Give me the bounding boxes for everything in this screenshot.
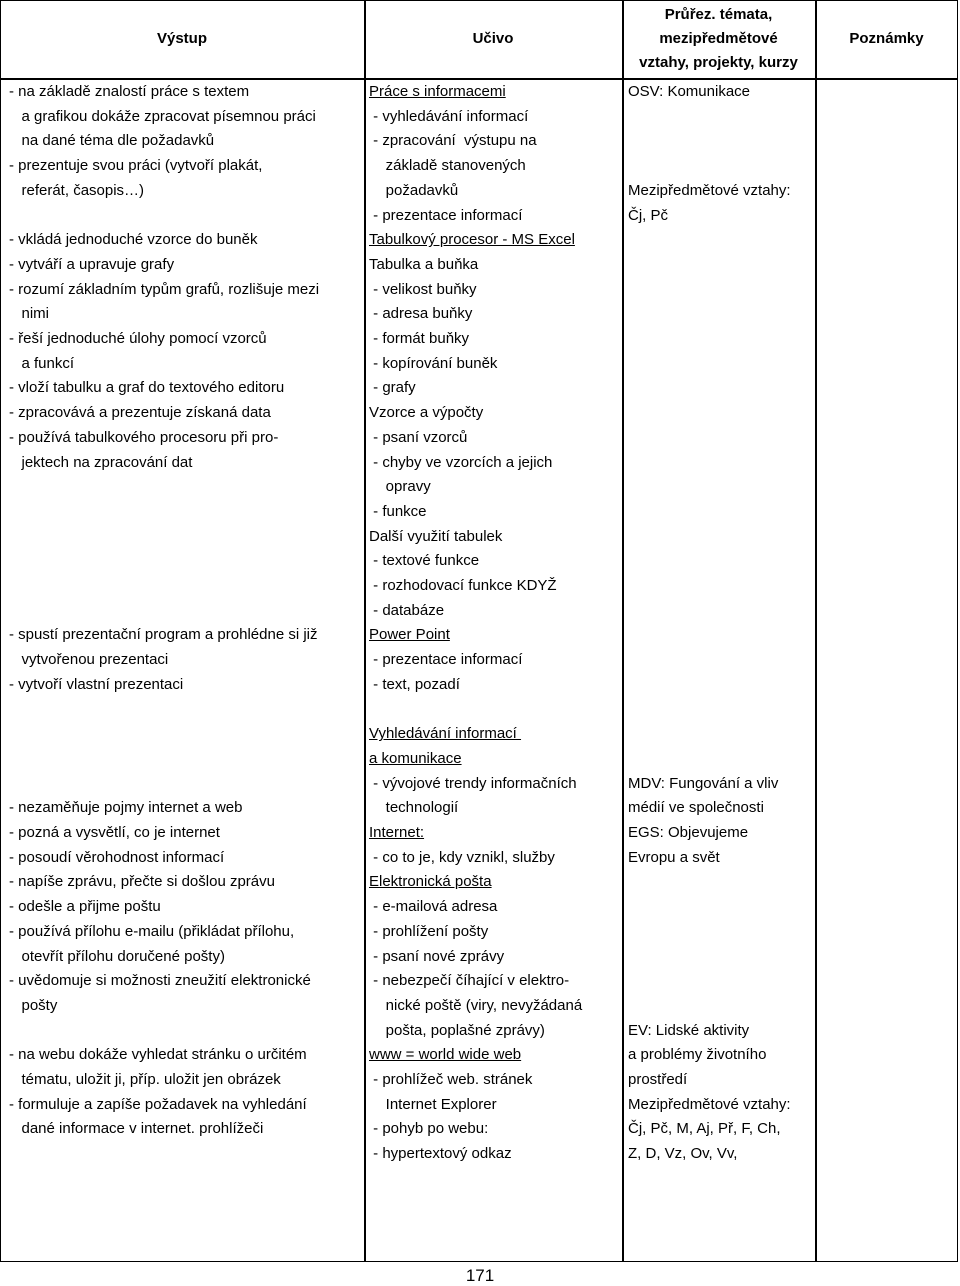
ucivo-line: - chyby ve vzorcích a jejich <box>369 453 553 471</box>
ucivo-line: - co to je, kdy vznikl, služby <box>369 848 555 866</box>
column-divider-ucivo <box>622 0 624 1262</box>
ucivo-line: - text, pozadí <box>369 675 460 693</box>
prurez-line: Z, D, Vz, Ov, Vv, <box>628 1145 738 1163</box>
prurez-line: Čj, Pč <box>628 206 669 224</box>
ucivo-line: - vyhledávání informací <box>369 107 529 125</box>
ucivo-line: pošta, poplašné zprávy) <box>369 1021 545 1039</box>
ucivo-line: Internet: <box>369 824 425 841</box>
vystup-line: - odešle a přijme poštu <box>9 898 161 916</box>
vystup-line: a funkcí <box>9 354 75 372</box>
vystup-line: dané informace v internet. prohlížeči <box>9 1120 264 1138</box>
header-prurez <box>622 0 815 78</box>
ucivo-line: - prezentace informací <box>369 651 523 669</box>
vystup-line: - prezentuje svou práci (vytvoří plakát, <box>9 157 263 175</box>
header-vystup: Výstup <box>156 30 207 47</box>
ucivo-line: požadavků <box>369 181 459 199</box>
vystup-line: a grafikou dokáže zpracovat písemnou práci <box>9 107 316 125</box>
ucivo-line: - textové funkce <box>369 552 480 570</box>
ucivo-line: - funkce <box>369 502 427 520</box>
vystup-line: - používá přílohu e-mailu (přikládat přílohu, <box>9 922 295 940</box>
ucivo-line: Další využití tabulek <box>369 527 503 545</box>
page-number: 171 <box>465 1266 495 1285</box>
ucivo-line: opravy <box>369 478 431 496</box>
vystup-line: pošty <box>9 996 58 1014</box>
header-prurez-line2: mezipředmětové <box>659 30 778 47</box>
vystup-line: vytvořenou prezentaci <box>9 651 169 669</box>
ucivo-line: www = world wide web <box>369 1046 522 1064</box>
vystup-line: - vkládá jednoduché vzorce do buněk <box>9 231 258 249</box>
ucivo-line: - e-mailová adresa <box>369 898 498 916</box>
prurez-line: EGS: Objevujeme <box>628 824 749 841</box>
prurez-line: Čj, Pč, M, Aj, Př, F, Ch, <box>628 1120 781 1138</box>
prurez-line: OSV: Komunikace <box>628 83 750 100</box>
prurez-line: prostředí <box>628 1071 688 1088</box>
ucivo-line: - adresa buňky <box>369 305 473 323</box>
vystup-line: - spustí prezentační program a prohlédne si již <box>9 626 318 644</box>
column-divider-vystup <box>364 0 366 1262</box>
vystup-line: - uvědomuje si možnosti zneužití elektronické <box>9 972 311 990</box>
prurez-line: médií ve společnosti <box>628 799 764 817</box>
prurez-line: Mezipředmětové vztahy: <box>628 1095 791 1113</box>
vystup-line: - posoudí věrohodnost informací <box>9 848 225 866</box>
vystup-line: - pozná a vysvětlí, co je internet <box>9 824 220 841</box>
ucivo-line: Tabulkový procesor - MS Excel <box>369 231 575 249</box>
ucivo-line: Vzorce a výpočty <box>369 404 484 422</box>
ucivo-line: - prohlížeč web. stránek <box>369 1071 533 1088</box>
header-poznamky: Poznámky <box>849 30 924 47</box>
ucivo-line: - vývojové trendy informačních <box>369 774 577 792</box>
vystup-line: - vytvoří vlastní prezentaci <box>9 675 184 693</box>
vystup-line: - zpracovává a prezentuje získaná data <box>9 404 271 422</box>
ucivo-line: Vyhledávání informací <box>369 725 522 743</box>
ucivo-line: - prohlížení pošty <box>369 922 489 940</box>
vystup-line: otevřít přílohu doručené pošty) <box>9 947 225 965</box>
vystup-line: - na webu dokáže vyhledat stránku o určitém <box>9 1046 307 1064</box>
vystup-line: referát, časopis…) <box>9 181 145 199</box>
ucivo-line: základě stanovených <box>369 157 526 175</box>
ucivo-line: Power Point <box>369 626 450 644</box>
ucivo-line: Elektronická pošta <box>369 873 492 891</box>
ucivo-line: - grafy <box>369 379 416 397</box>
vystup-line: tématu, uložit ji, příp. uložit jen obrázek <box>9 1071 281 1088</box>
vystup-line: - vytváří a upravuje grafy <box>9 255 175 273</box>
ucivo-line: - prezentace informací <box>369 206 523 224</box>
ucivo-line: - zpracování výstupu na <box>369 132 537 150</box>
header-ucivo: Učivo <box>472 30 514 47</box>
ucivo-line: a komunikace <box>369 749 462 767</box>
prurez-line: a problémy životního <box>628 1046 767 1064</box>
vystup-line: - napíše zprávu, přečte si došlou zprávu <box>9 873 275 891</box>
prurez-line: Evropu a svět <box>628 848 720 866</box>
vystup-line: - na základě znalostí práce s textem <box>9 83 250 100</box>
ucivo-line: - pohyb po webu: <box>369 1120 489 1138</box>
ucivo-line: Internet Explorer <box>369 1095 497 1113</box>
vystup-line: - rozumí základním typům grafů, rozlišuje mezi <box>9 280 320 298</box>
ucivo-line: - rozhodovací funkce KDYŽ <box>369 577 557 594</box>
ucivo-line: - hypertextový odkaz <box>369 1145 512 1163</box>
vystup-line: - nezaměňuje pojmy internet a web <box>9 799 243 817</box>
vystup-line: na dané téma dle požadavků <box>9 132 215 150</box>
vystup-line: - používá tabulkového procesoru při pro- <box>9 428 279 446</box>
vystup-line: - vloží tabulku a graf do textového editoru <box>9 379 285 397</box>
prurez-line: EV: Lidské aktivity <box>628 1021 750 1039</box>
ucivo-line: - velikost buňky <box>369 280 477 298</box>
ucivo-line: Tabulka a buňka <box>369 255 479 273</box>
header-prurez-line3: vztahy, projekty, kurzy <box>639 54 798 71</box>
ucivo-line: technologií <box>369 799 459 817</box>
vystup-line: jektech na zpracování dat <box>9 453 193 471</box>
ucivo-line: - psaní nové zprávy <box>369 947 505 965</box>
ucivo-line: - formát buňky <box>369 330 470 347</box>
ucivo-line: nické poště (viry, nevyžádaná <box>369 996 583 1014</box>
header-prurez-line1: Průřez. témata, <box>664 6 773 23</box>
vystup-line: - formuluje a zapíše požadavek na vyhledání <box>9 1095 307 1113</box>
vystup-line: - řeší jednoduché úlohy pomocí vzorců <box>9 330 267 347</box>
ucivo-line: - kopírování buněk <box>369 354 498 372</box>
prurez-line: Mezipředmětové vztahy: <box>628 181 791 199</box>
ucivo-line: - psaní vzorců <box>369 428 468 446</box>
vystup-line: nimi <box>9 305 50 323</box>
prurez-line: MDV: Fungování a vliv <box>628 774 779 792</box>
ucivo-line: - nebezpečí číhající v elektro- <box>369 972 570 990</box>
ucivo-line: - databáze <box>369 601 445 619</box>
column-divider-prurez <box>815 0 817 1262</box>
ucivo-line: Práce s informacemi <box>369 83 506 100</box>
